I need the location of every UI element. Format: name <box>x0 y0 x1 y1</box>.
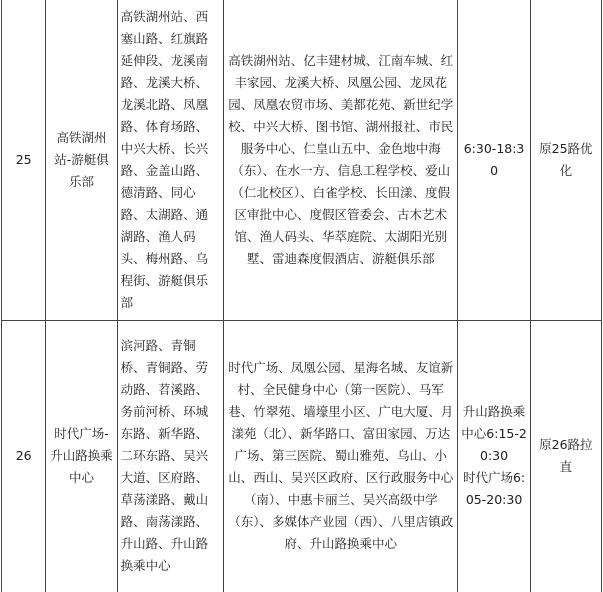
route-roads: 高铁湖州站、西塞山路、红旗路延伸段、龙溪南路、龙溪大桥、龙溪北路、凤凰路、体育场路、中兴大桥、长兴路、金盖山路、德清路、同心路、太湖路、通湖路、渔人码头、梅州路、乌程街、游艇俱乐部 <box>117 0 223 320</box>
route-roads: 滨河路、青铜桥、青铜路、劳动路、苕溪路、务前河桥、环城东路、新华路、二环东路、吴兴大道、区府路、草荡漾路、戴山路、南荡漾路、升山路、升山路换乘中心 <box>117 320 223 592</box>
route-stops: 高铁湖州站、亿丰建材城、江南车城、红丰家园、龙溪大桥、凤凰公园、龙凤花园、凤凰农贸市场、美都花苑、新世纪学校、中兴大桥、图书馆、湖州报社、市民服务中心、仁皇山五中、金色地中海（东）、在水一方、信息工程学校、爱山（仁北校区）、白雀学校、长田漾、度假区审批中心、度假区管委会、古木艺术馆、渔人码头、华萃庭院、太湖阳光别墅、雷迪森度假酒店、游艇俱乐部 <box>224 0 458 320</box>
route-operating-time <box>458 320 530 592</box>
time-from-transfer-center: 升山路换乘中心6:15-20:30 <box>461 404 527 464</box>
time-from-times-square: 时代广场6:05-20:30 <box>462 470 526 508</box>
route-note: 原26路拉直 <box>530 320 601 592</box>
route-number: 25 <box>2 0 46 320</box>
route-operating-time: 6:30-18:30 <box>458 0 530 320</box>
bus-route-table <box>1 0 602 592</box>
route-note: 原25路优化 <box>530 0 601 320</box>
route-number: 26 <box>2 320 46 592</box>
table-row <box>2 0 602 320</box>
route-stops: 时代广场、凤凰公园、星海名城、友谊新村、全民健身中心（第一医院）、马军巷、竹翠苑、墙壕里小区、广电大厦、月漾苑（北）、新华路口、富田家园、万达广场、第三医院、蜀山雅苑、乌山、小山、西山、吴兴区政府、区行政服务中心（南）、中惠卡丽兰、吴兴高级中学（东）、多媒体产业园（西）、八里店镇政府、升山路换乘中心 <box>224 320 458 592</box>
route-name: 时代广场-升山路换乘中心 <box>46 320 117 592</box>
route-name: 高铁湖州站-游艇俱乐部 <box>46 0 117 320</box>
table-row <box>2 320 602 592</box>
